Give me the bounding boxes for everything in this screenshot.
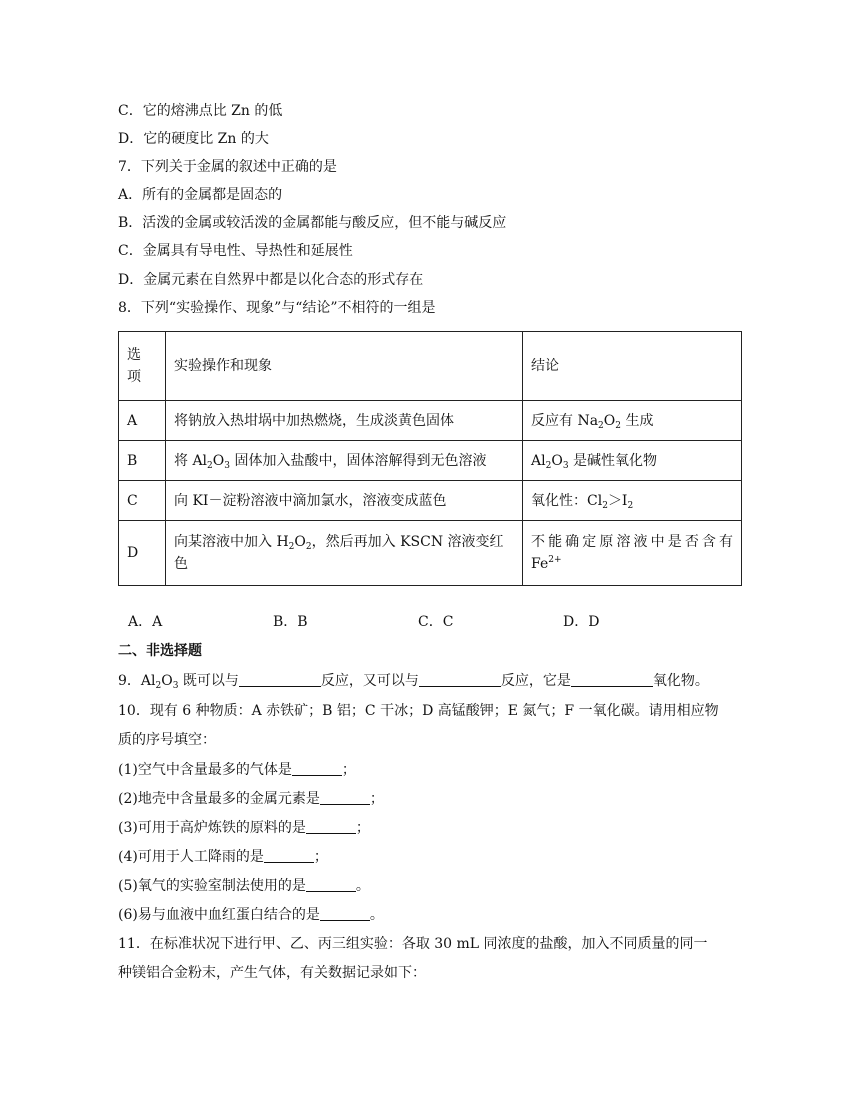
table-row <box>119 481 742 521</box>
q6-option-d: D．它的硬度比 Zn 的大 <box>118 131 269 147</box>
operation-text: ，然后再加入 KSCN 溶液变红色 <box>174 534 504 572</box>
operation-text: 向 KI－淀粉溶液中滴加氯水，溶液变成蓝色 <box>174 492 447 509</box>
subscript: 2 <box>615 420 621 431</box>
answer-blank[interactable] <box>264 848 314 863</box>
header-option-line1: 选 <box>127 347 141 363</box>
subscript: 2 <box>288 542 295 552</box>
answer-blank[interactable] <box>571 672 653 687</box>
q8-stem: 8．下列“实验操作、现象”与“结论”不相符的一组是 <box>118 300 436 316</box>
subscript: 2 <box>207 460 213 471</box>
conclusion-text: ＞I <box>607 492 628 509</box>
q9-number: 9． <box>118 673 141 689</box>
answer-blank[interactable] <box>419 672 501 687</box>
q10-item-end: ； <box>369 791 384 807</box>
operation-text: O <box>212 452 225 469</box>
q8-answer-c: C．C <box>418 614 454 630</box>
operation-text: 固体加入盐酸中，固体溶解得到无色溶液 <box>230 452 487 469</box>
q10-line2: 质的序号填空： <box>118 732 216 748</box>
header-conclusion: 结论 <box>523 332 742 401</box>
subscript: 3 <box>562 460 569 471</box>
q8-answer-a: A．A <box>128 614 163 630</box>
answer-blank[interactable] <box>239 672 321 687</box>
operation-text: 将 Al <box>174 452 208 469</box>
row-operation <box>166 401 523 441</box>
q8-answer-b: B．B <box>273 614 308 630</box>
q7-option-c: C．金属具有导电性、导热性和延展性 <box>118 243 353 259</box>
row-conclusion <box>523 441 742 481</box>
subscript: 2 <box>627 500 634 511</box>
row-operation <box>166 481 523 521</box>
q10-item-text: (1)空气中含量最多的气体是 <box>118 762 292 778</box>
answer-blank[interactable] <box>306 819 356 834</box>
q9-text: 反应，又可以与 <box>320 673 419 689</box>
q9-text: 氧化物。 <box>652 673 709 689</box>
q10-line1: 10．现有 6 种物质：A 赤铁矿；B 铝；C 干冰；D 高锰酸钾；E 氮气；F 一氧化碳。请用相应物 <box>118 703 719 719</box>
conclusion-text: 生成 <box>621 412 654 429</box>
subscript: 3 <box>172 681 179 691</box>
row-conclusion <box>523 481 742 521</box>
table-row <box>119 401 742 441</box>
q8-table <box>118 331 742 586</box>
answer-blank[interactable] <box>320 790 370 805</box>
row-option: C <box>119 481 166 521</box>
subscript: 3 <box>224 460 230 471</box>
q10-item <box>118 760 356 780</box>
conclusion-text: O <box>551 452 563 469</box>
q10-item <box>118 876 370 896</box>
conclusion-text: Al <box>531 452 546 469</box>
q10-item-text: (4)可用于人工降雨的是 <box>118 849 264 865</box>
section-heading: 二、非选择题 <box>118 643 202 659</box>
q11-line1: 11．在标准状况下进行甲、乙、丙三组实验：各取 30 mL 同浓度的盐酸，加入不同质量的同一 <box>118 936 708 952</box>
table-row <box>119 521 742 586</box>
row-operation <box>166 521 523 586</box>
q10-item-end: 。 <box>355 878 370 894</box>
q10-item-text: (6)易与血液中血红蛋白结合的是 <box>118 907 320 923</box>
header-operation: 实验操作和现象 <box>166 332 523 401</box>
q10-item-text: (2)地壳中含量最多的金属元素是 <box>118 791 320 807</box>
q10-item <box>118 789 384 809</box>
subscript: 2 <box>545 460 552 471</box>
conclusion-text: 反应有 Na <box>531 412 599 429</box>
q9-text: 既可以与 <box>178 673 239 689</box>
q10-item-end: 。 <box>369 907 384 923</box>
subscript: 2 <box>602 500 608 511</box>
conclusion-text: Fe <box>531 556 549 572</box>
header-option <box>119 332 166 401</box>
q10-item-end: ； <box>313 849 328 865</box>
row-option: D <box>119 521 166 586</box>
subscript: 2 <box>305 542 312 552</box>
table-row <box>119 441 742 481</box>
row-conclusion <box>523 521 742 586</box>
q11-line2: 种镁铝合金粉末，产生气体，有关数据记录如下： <box>118 965 426 981</box>
q10-item <box>118 818 370 838</box>
q7-option-a: A．所有的金属都是固态的 <box>118 187 283 203</box>
subscript: 2 <box>155 681 162 691</box>
answer-blank[interactable] <box>292 761 342 776</box>
q10-item <box>118 847 328 867</box>
subscript: 2 <box>598 420 604 431</box>
row-option: B <box>119 441 166 481</box>
conclusion-text: 氧化性：Cl <box>531 492 603 509</box>
conclusion-text: O <box>603 412 616 429</box>
operation-text: 向某溶液中加入 H <box>174 534 289 550</box>
q10-item-end: ； <box>341 762 356 778</box>
q9-text: Al <box>140 673 156 689</box>
row-option: A <box>119 401 166 441</box>
q6-option-c: C．它的熔沸点比 Zn 的低 <box>118 103 283 119</box>
answer-blank[interactable] <box>320 906 370 921</box>
q9-line <box>118 671 709 691</box>
q10-item-end: ； <box>355 820 370 836</box>
q10-item-text: (5)氧气的实验室制法使用的是 <box>118 878 306 894</box>
q7-option-d: D．金属元素在自然界中都是以化合态的形式存在 <box>118 272 424 288</box>
header-option-line2: 项 <box>127 369 141 385</box>
conclusion-text: 是碱性氧化物 <box>568 452 657 469</box>
row-operation <box>166 441 523 481</box>
conclusion-line: 不能确定原溶液中是否含有 <box>531 534 733 550</box>
q9-text: O <box>161 673 173 689</box>
q10-item-text: (3)可用于高炉炼铁的原料的是 <box>118 820 306 836</box>
answer-blank[interactable] <box>306 877 356 892</box>
operation-text: 将钠放入热坩埚中加热燃烧，生成淡黄色固体 <box>174 412 454 429</box>
q9-text: 反应，它是 <box>500 673 571 689</box>
superscript: 2+ <box>548 555 562 565</box>
q7-option-b: B．活泼的金属或较活泼的金属都能与酸反应，但不能与碱反应 <box>118 215 507 231</box>
q7-stem: 7．下列关于金属的叙述中正确的是 <box>118 159 337 175</box>
operation-text: O <box>294 534 306 550</box>
conclusion-line <box>531 553 733 575</box>
q8-answer-d: D．D <box>563 614 600 630</box>
q10-item <box>118 905 384 925</box>
table-header-row <box>119 332 742 401</box>
row-conclusion <box>523 401 742 441</box>
